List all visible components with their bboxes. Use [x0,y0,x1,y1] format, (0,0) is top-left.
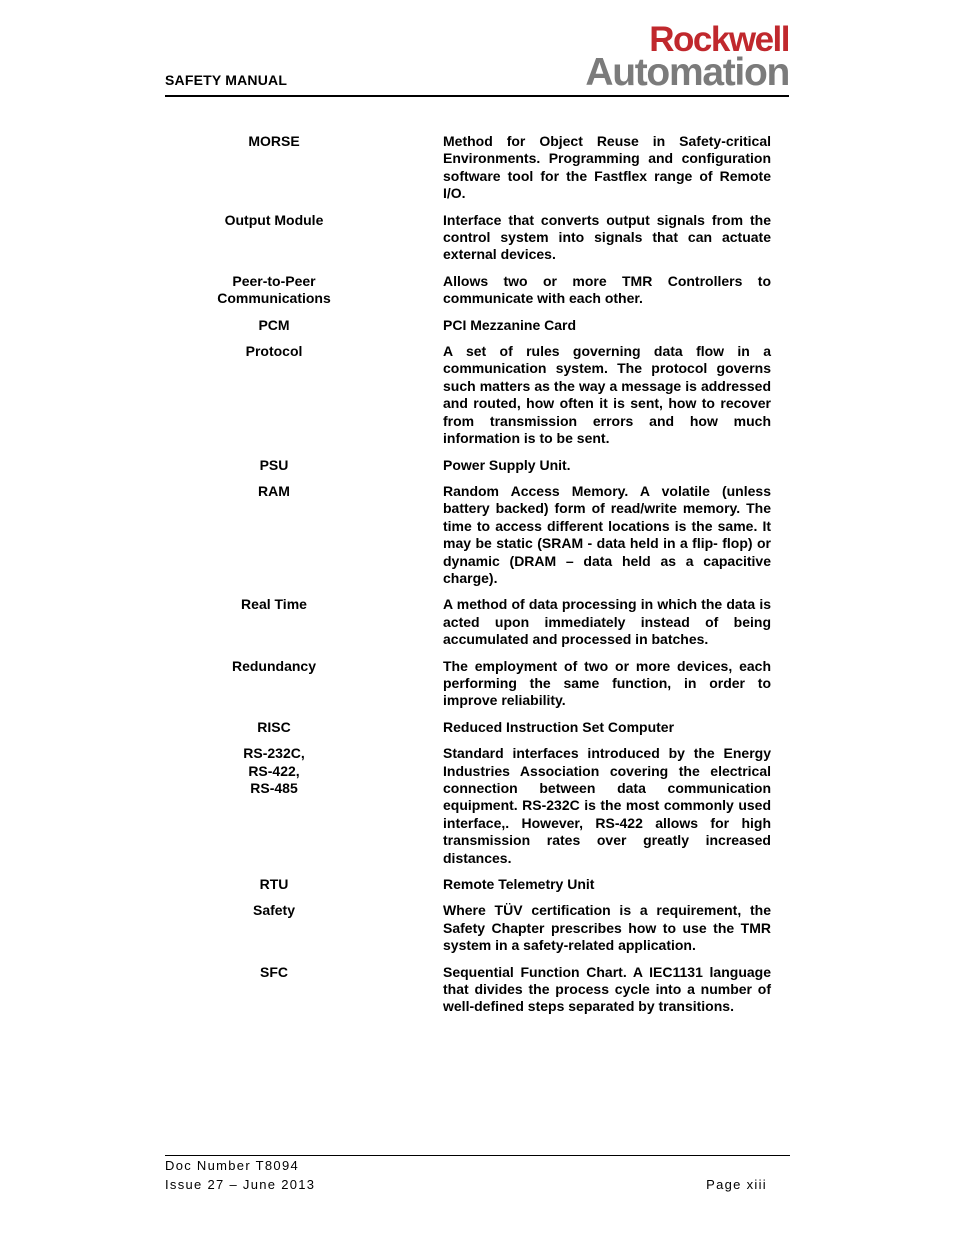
glossary-term: SFC [260,963,288,980]
glossary-definition: The employment of two or more devices, each performing the same function, in order to improve reliability. [443,657,771,709]
glossary-term: PCM [258,316,290,333]
logo-line-1: Rockwell [649,20,789,59]
footer-issue-date: Issue 27 – June 2013 [165,1177,316,1192]
glossary-term: Output Module [224,211,324,228]
logo-line-2: Automation [585,51,789,94]
glossary-entry [165,964,771,1016]
manual-title: SAFETY MANUAL [165,72,288,88]
glossary-entry [165,317,771,334]
glossary-term: Redundancy [231,657,316,674]
glossary-definition: Standard interfaces introduced by the Energy Industries Association covering the electrical connection between data communication equipment. RS-232C is the most commonly used interface,. However, RS-422 allows for high transmission rates over greatly increased distances. [443,745,771,866]
glossary-term: MORSE [248,133,300,149]
glossary-term: PSU [259,456,289,473]
glossary-definition: PCI Mezzanine Card [443,316,577,333]
glossary-term: RS-232C, RS-422, RS-485 [243,745,305,796]
footer-divider [165,1155,790,1156]
glossary-definition: Where TÜV certification is a requirement, the Safety Chapter prescribes how to use the TMR system in a safety-related application. [443,902,771,954]
glossary-term: Real Time [241,596,307,613]
glossary-entry [165,483,771,587]
glossary-definition: A set of rules governing data flow in a communication system. The protocol governs such matters as the way a message is addressed and routed, how often it is sent, how to recover from transmission errors and how much information is to be sent. [443,343,771,447]
glossary-definition: Random Access Memory. A volatile (unless battery backed) form of read/write memory. The time to access different locations is the same. It may be static (SRAM - data held in a flip- flop) or dynamic (DRAM – data held as a capacitive charge). [443,482,771,586]
glossary-entry [165,902,771,954]
glossary-entry [165,876,771,893]
glossary-term: RISC [257,718,291,735]
glossary-entry [165,273,771,308]
glossary-table [165,133,771,1025]
glossary-term: Peer-to-Peer Communications [217,272,331,307]
footer-page-number: Page xiii [706,1177,767,1192]
glossary-entry [165,343,771,447]
glossary-definition: Sequential Function Chart. A IEC1131 language that divides the process cycle into a number of well-defined steps separated by transitions. [443,963,771,1015]
glossary-entry [165,212,771,264]
glossary-term: RAM [258,482,290,499]
glossary-entry [165,457,771,474]
glossary-definition: Method for Object Reuse in Safety-critical Environments. Programming and configuration software tool for the Fastflex range of Remote I/O. [443,133,771,202]
glossary-definition: Allows two or more TMR Controllers to communicate with each other. [443,272,771,307]
glossary-definition: Interface that converts output signals from the control system into signals that can actuate external devices. [443,211,771,263]
glossary-entry [165,658,771,710]
glossary-entry [165,596,771,648]
glossary-term: RTU [259,876,289,893]
glossary-definition: A method of data processing in which the data is acted upon immediately instead of being accumulated and processed in batches. [443,596,771,648]
glossary-definition: Remote Telemetry Unit [443,876,595,893]
glossary-entry [165,133,771,203]
glossary-definition: Power Supply Unit. [443,456,571,473]
glossary-definition: Reduced Instruction Set Computer [443,718,675,735]
glossary-entry [165,719,771,736]
glossary-entry [165,745,771,867]
footer-doc-number: Doc Number T8094 [165,1158,300,1173]
glossary-term: Protocol [245,343,303,360]
glossary-term: Safety [252,902,296,919]
header-divider [165,95,789,97]
rockwell-automation-logo [553,22,789,92]
